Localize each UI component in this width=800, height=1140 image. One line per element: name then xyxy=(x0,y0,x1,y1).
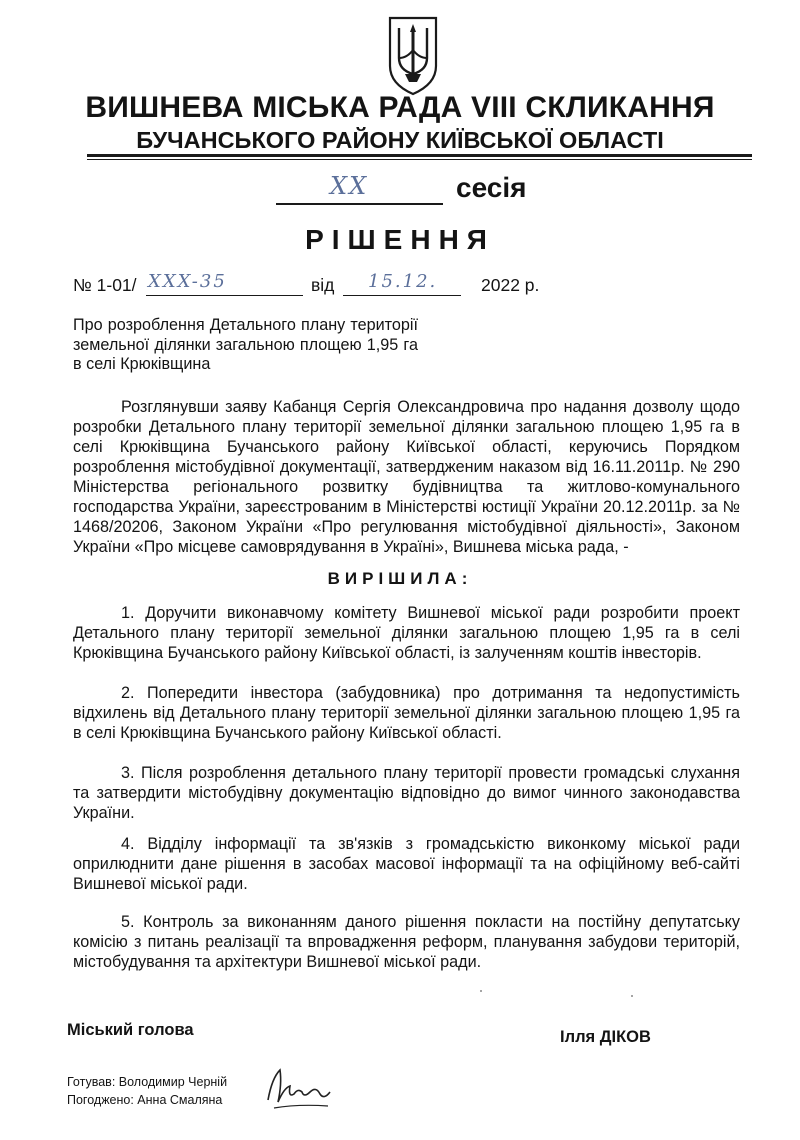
agreed-by: Погоджено: Анна Смаляна xyxy=(67,1093,223,1107)
decision-date-handwritten: 15.12. xyxy=(368,271,438,292)
header-divider-thick xyxy=(87,154,752,157)
decision-date-underline xyxy=(343,295,461,296)
council-name: ВИШНЕВА МІСЬКА РАДА VIII СКЛИКАННЯ xyxy=(85,91,715,124)
resolution-item-3: 3. Після розроблення детального плану території провести громадські слухання та затвердити містобудівну документацію відповідно до вимог чинного законодавства України. xyxy=(73,764,740,822)
session-number-handwritten: XX xyxy=(330,172,369,200)
decision-number-prefix: № 1-01/ xyxy=(73,275,137,295)
decision-year: 2022 р. xyxy=(481,275,540,295)
date-from-label: від xyxy=(311,275,335,295)
preamble-paragraph: Розглянувши заяву Кабанця Сергія Олександровича про надання дозволу щодо розробки Детального плану території земельної ділянки загальною площею 1,95 га в селі Крюківщина Бучанського району Київської області, керуючись Порядком розроблення містобудівної документації, затвердженим наказом від 16.11.2011р. № 290 Міністерства регіонального розвитку будівництва та житлово-комунального господарства України, зареєстрованим в Міністерстві юстиції України 20.12.2011р. за № 1468/20206, Законом України «Про регулювання містобудівної діяльності», Законом України «Про місцеве самоврядування в Україні», Вишнева міська рада, - xyxy=(73,398,740,556)
decided-heading: ВИРІШИЛА: xyxy=(327,569,473,588)
resolution-item-5: 5. Контроль за виконанням даного рішення покласти на постійну депутатську комісію з питань реалізації та впровадження реформ, планування забудови територій, містобудування та архітектури Вишневої міської ради. xyxy=(73,913,740,971)
handwritten-signature xyxy=(258,1058,338,1118)
session-label: сесія xyxy=(456,172,527,203)
decision-number-underline xyxy=(146,295,303,296)
decision-title: РІШЕННЯ xyxy=(305,224,495,255)
decision-subject: Про розроблення Детального плану території земельної ділянки загальною площею 1,95 га в селі Крюківщина xyxy=(73,316,418,373)
prepared-by: Готував: Володимир Черній xyxy=(67,1075,228,1089)
resolution-item-4: 4. Відділу інформації та зв'язків з громадськістю виконкому міської ради оприлюднити дане рішення в засобах масової інформації та на офіційному веб-сайті Вишневої міської ради. xyxy=(73,835,740,893)
trident-coat-of-arms-icon xyxy=(385,14,441,96)
decision-number-handwritten: XXX-35 xyxy=(148,271,227,292)
resolution-item-1: 1. Доручити виконавчому комітету Вишневої міської ради розробити проект Детального плану території земельної ділянки загальною площею 1,95 га в селі Крюківщина Бучанського району Київської області, із залученням коштів інвесторів. xyxy=(73,604,740,662)
mayor-label: Міський голова xyxy=(67,1021,194,1039)
header-divider-thin xyxy=(87,159,752,160)
scan-speck xyxy=(631,995,633,997)
scan-speck xyxy=(480,990,482,992)
council-district: БУЧАНСЬКОГО РАЙОНУ КИЇВСЬКОЇ ОБЛАСТІ xyxy=(136,127,664,153)
resolution-item-2: 2. Попередити інвестора (забудовника) про дотримання та недопустимість відхилень від Детального плану території земельної ділянки загальною площею 1,95 га в селі Крюківщина Бучанського району Київської області. xyxy=(73,684,740,742)
session-number-underline xyxy=(276,203,443,205)
mayor-name: Ілля ДІКОВ xyxy=(560,1028,651,1046)
